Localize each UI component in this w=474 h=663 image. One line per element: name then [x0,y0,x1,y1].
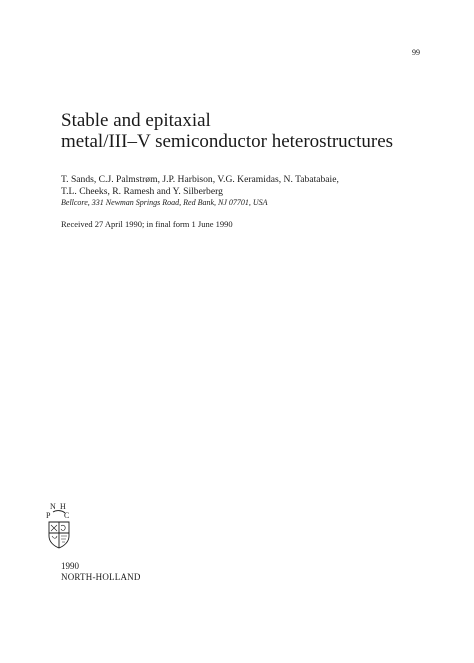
svg-text:N: N [50,502,56,511]
authors-line-1: T. Sands, C.J. Palmstrøm, J.P. Harbison, V.G. Keramidas, N. Tabatabaie, [61,174,339,185]
authors-line-2: T.L. Cheeks, R. Ramesh and Y. Silberberg [61,186,223,197]
affiliation: Bellcore, 331 Newman Springs Road, Red Bank, NJ 07701, USA [61,198,268,207]
article-title [61,110,461,152]
author-list [61,174,461,198]
north-holland-logo-icon [44,500,74,552]
svg-text:H: H [60,502,66,511]
page-number: 99 [412,48,420,57]
title-line-1: Stable and epitaxial [61,110,211,131]
svg-text:P: P [46,511,51,520]
publisher-name: NORTH-HOLLAND [61,572,141,582]
publication-year: 1990 [61,561,79,571]
received-date: Received 27 April 1990; in final form 1 June 1990 [61,219,233,229]
svg-text:C: C [64,511,70,520]
title-line-2: metal/III–V semiconductor heterostructures [61,131,394,152]
